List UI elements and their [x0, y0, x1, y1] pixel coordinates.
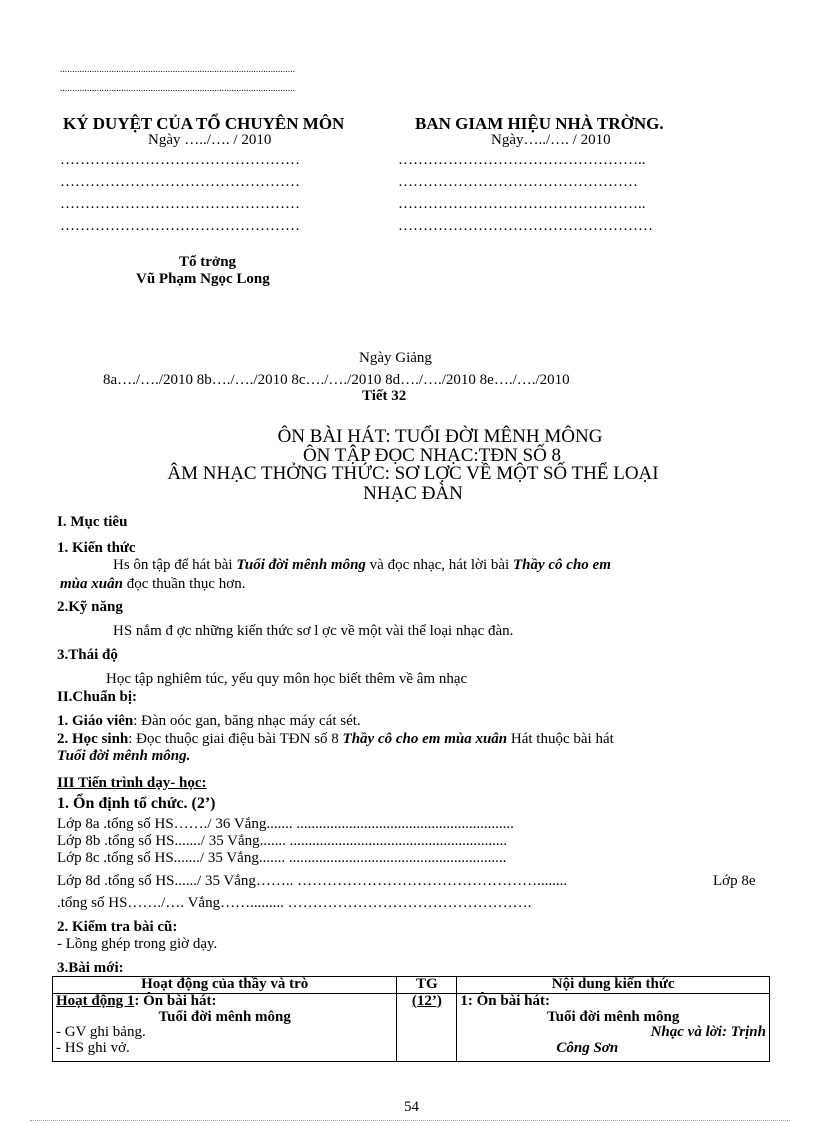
check-heading: 2. Kiểm tra bài cũ:	[57, 919, 178, 935]
knowledge-song2: Thầy cô cho em	[512, 557, 611, 573]
content-cell	[457, 993, 770, 1061]
knowledge-song2b: mùa xuân	[60, 576, 123, 592]
col-activity-header: Hoạt động của thầy và trò	[53, 977, 397, 994]
approval-left-title: KÝ DUYỆT CỦA TỔ CHUYÊN MÔN	[63, 114, 345, 133]
signer-role: Tổ trởng	[179, 254, 237, 270]
class-row-8e-label: Lớp 8e	[713, 873, 756, 889]
activity-line-1: - GV ghi bảng.	[56, 1024, 146, 1041]
teaching-date-classes: 8a…./…./2010 8b…./…./2010 8c…./…./2010 8d…./…./2010 8e…./…./2010	[103, 372, 570, 388]
knowledge-mid: và đọc nhạc, hát lời bài	[365, 557, 513, 573]
student-song: Thầy cô cho em mùa xuân	[342, 731, 508, 747]
activity-line-2: - HS ghi vở.	[56, 1040, 130, 1056]
skill-heading: 2.Kỹ năng	[57, 599, 123, 615]
skill-text: HS nắm đ ợc những kiến thức sơ l ợc về một vài thể loại nhạc đàn.	[113, 623, 514, 639]
activity-cell	[53, 993, 397, 1061]
lesson-table	[52, 976, 770, 1062]
activity-rest: : Ôn bài hát:	[134, 992, 217, 1009]
footer-divider	[30, 1120, 790, 1121]
lesson-title-4: NHẠC ĐÀN	[363, 483, 463, 504]
table-row	[53, 993, 770, 1061]
content-heading: 1: Ôn bài hát:	[460, 992, 550, 1009]
student-label: 2. Học sinh	[57, 731, 129, 747]
signer-name: Vũ Phạm Ngọc Long	[136, 271, 270, 287]
student-mid: Hát thuộc bài hát	[507, 731, 614, 747]
knowledge-text-line-1	[113, 557, 611, 574]
check-text: - Lồng ghép trong giờ dạy.	[57, 936, 218, 952]
top-dots-2: ................................................................................................	[60, 83, 296, 93]
class-row-8a: Lớp 8a .tổng số HS……./ 36 Vắng....... ..........................................................	[57, 816, 514, 832]
activity-label: Hoạt động 1	[56, 992, 135, 1009]
class-row-8b: Lớp 8b .tổng số HS......./ 35 Vắng....... ..........................................................	[57, 833, 508, 849]
student-line	[57, 731, 614, 748]
approval-left-line-3: …………………………………………	[60, 196, 300, 212]
knowledge-pre: Hs ôn tập để hát bài	[113, 557, 237, 573]
class-row-8e: .tổng số HS……./…. Vắng……......... ………………………………………….	[57, 895, 532, 911]
content-author-1: Nhạc và lời: Trịnh	[650, 1024, 766, 1041]
page-number: 54	[404, 1099, 419, 1115]
period-number: Tiết 32	[362, 388, 407, 404]
approval-left-line-2: …………………………………………	[60, 174, 300, 190]
approval-right-line-1: …………………………………………..	[398, 152, 646, 168]
approval-right-line-4: ……………………………………………	[398, 218, 653, 234]
table-header-row	[53, 977, 770, 994]
attitude-heading: 3.Thái độ	[57, 647, 118, 663]
content-author-2: Công Sơn	[556, 1040, 619, 1056]
col-content-header: Nội dung kiến thức	[457, 977, 770, 994]
approval-right-date: Ngày…../…. / 2010	[491, 132, 611, 148]
objectives-heading: I. Mục tiêu	[57, 514, 128, 530]
approval-left-line-1: …………………………………………	[60, 152, 300, 168]
activity-song: Tuổi đời mênh mông	[158, 1008, 291, 1025]
student-song2: Tuổi đời mênh mông.	[57, 748, 191, 764]
approval-right-title: BAN GIAM HIỆU NHÀ TRỜNG.	[415, 114, 664, 133]
content-song: Tuổi đời mênh mông	[546, 1008, 680, 1025]
attitude-text: Học tập nghiêm túc, yếu quy môn học biết thêm về âm nhạc	[106, 671, 468, 687]
time-cell: (12’)	[397, 993, 457, 1061]
class-row-8d: Lớp 8d .tổng số HS....../ 35 Vắng…….. …………………………………………........	[57, 873, 568, 889]
org-heading: 1. Ổn định tổ chức. (2’)	[57, 795, 216, 812]
lesson-title-3: ÂM NHẠC THỞNG THỨC: SƠ LỢC VỀ MỘT SỐ THỂ LOẠI	[167, 463, 659, 484]
col-time-header: TG	[397, 977, 457, 994]
knowledge-text-line-2	[60, 576, 245, 593]
approval-right-line-2: …………………………………………	[398, 174, 638, 190]
approval-left-line-4: …………………………………………	[60, 218, 300, 234]
preparation-heading: II.Chuẩn bị:	[57, 689, 138, 705]
teaching-date-label: Ngày Giảng	[359, 350, 432, 366]
top-dots-1: ................................................................................................	[60, 64, 296, 74]
teacher-line	[57, 713, 361, 730]
knowledge-heading: 1. Kiến thức	[57, 540, 136, 556]
teacher-label: 1. Giáo viên	[57, 713, 134, 729]
activity-title	[56, 994, 393, 1010]
student-pre: : Đọc thuộc giai điệu bài TĐN số 8	[128, 731, 343, 747]
class-row-8c: Lớp 8c .tổng số HS......./ 35 Vắng....... ..........................................................	[57, 850, 507, 866]
knowledge-song: Tuổi đời mênh mông	[236, 557, 366, 573]
process-heading: III Tiến trình dạy- học:	[57, 775, 207, 791]
approval-right-line-3: …………………………………………..	[398, 196, 646, 212]
knowledge-post: đọc thuần thục hơn.	[122, 576, 246, 592]
lesson-title-1: ÔN BÀI HÁT: TUỔI ĐỜI MÊNH MÔNG	[277, 426, 603, 447]
approval-left-date: Ngày …../…. / 2010	[148, 132, 272, 148]
teacher-text: : Đàn oóc gan, băng nhạc máy cát sét.	[133, 713, 361, 729]
new-lesson-heading: 3.Bài mới:	[57, 960, 124, 976]
lesson-title-2: ÔN TẬP ĐỌC NHẠC:TĐN SỐ 8	[302, 445, 562, 466]
